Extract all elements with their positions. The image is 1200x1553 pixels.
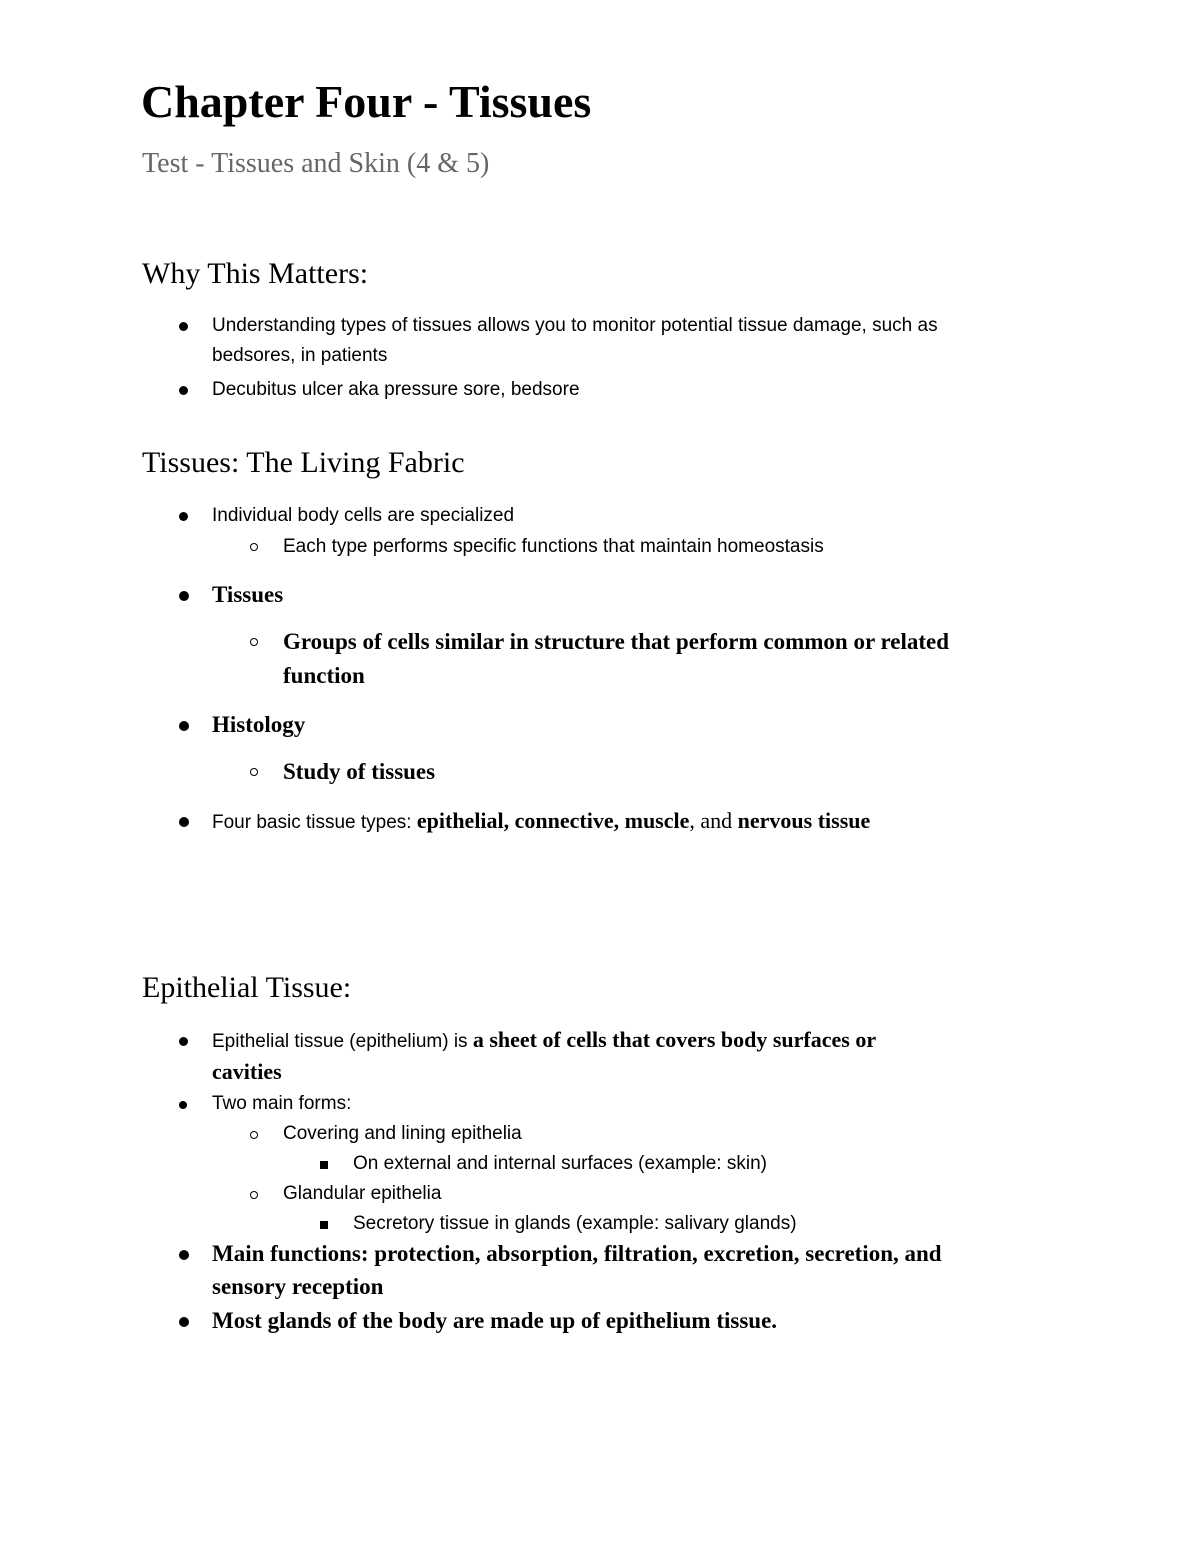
separator: , [613, 808, 625, 833]
list-subitem-continuation [283, 661, 365, 691]
heading-why-this-matters: Why This Matters: [142, 257, 369, 290]
bullet-icon [179, 1037, 188, 1046]
list-item [212, 1239, 942, 1269]
list-item: Understanding types of tissues allows you to monitor potential tissue damage, such as [212, 315, 938, 336]
hollow-bullet-icon [250, 768, 258, 776]
list-item-continuation: bedsores, in patients [212, 345, 388, 366]
list-subitem [283, 757, 435, 787]
text: Four basic tissue types: [212, 812, 417, 833]
list-item: Decubitus ulcer aka pressure sore, bedsore [212, 379, 580, 400]
bold-definition: a sheet of cells that covers body surfaces or [472, 1027, 877, 1052]
list-item: Individual body cells are specialized [212, 505, 515, 526]
hollow-bullet-icon [250, 1131, 258, 1139]
list-item-continuation [212, 1272, 383, 1302]
bullet-icon [179, 817, 189, 827]
heading-epithelial-tissue: Epithelial Tissue: [142, 971, 352, 1004]
bold-term: Histology [212, 712, 306, 737]
hollow-bullet-icon [250, 638, 258, 646]
list-item [212, 808, 870, 836]
square-bullet-icon [320, 1161, 328, 1169]
list-subitem: Covering and lining epithelia [283, 1123, 522, 1144]
list-item [212, 1306, 777, 1336]
list-subitem [283, 627, 949, 657]
hollow-bullet-icon [250, 543, 258, 551]
bullet-icon [179, 1317, 189, 1327]
tissue-type: muscle [624, 808, 690, 833]
bullet-icon [179, 386, 188, 395]
page-subtitle: Test - Tissues and Skin (4 & 5) [142, 148, 490, 179]
text: Epithelial tissue (epithelium) is [212, 1031, 473, 1052]
bold-term: Tissues [212, 582, 284, 607]
bold-text: Main functions: protection, absorption, filtration, excretion, secretion, and [212, 1241, 942, 1266]
page-title: Chapter Four - Tissues [141, 76, 592, 127]
tissue-type: epithelial [416, 808, 504, 833]
tissue-type: nervous tissue [737, 808, 871, 833]
bold-definition: function [283, 663, 365, 688]
list-item: Two main forms: [212, 1093, 352, 1114]
heading-living-fabric: Tissues: The Living Fabric [142, 446, 465, 479]
bold-text: Most glands of the body are made up of epithelium tissue. [212, 1308, 778, 1333]
bullet-icon [179, 591, 189, 601]
bullet-icon [179, 721, 189, 731]
bold-definition: Study of tissues [283, 759, 436, 784]
bullet-icon [179, 1250, 189, 1260]
hollow-bullet-icon [250, 1191, 258, 1199]
bold-definition: cavities [212, 1059, 282, 1084]
list-item-continuation [212, 1059, 282, 1087]
tissue-type: connective [514, 808, 614, 833]
list-item [212, 580, 283, 610]
bullet-icon [179, 322, 188, 331]
bullet-icon [179, 512, 188, 521]
bullet-icon [179, 1101, 187, 1109]
list-subsubitem: On external and internal surfaces (example: skin) [353, 1153, 767, 1174]
separator: , and [689, 808, 738, 833]
separator: , [503, 808, 515, 833]
square-bullet-icon [320, 1221, 328, 1229]
bold-definition: Groups of cells similar in structure that perform common or related [283, 629, 950, 654]
list-subitem: Glandular epithelia [283, 1183, 442, 1204]
list-subitem: Each type performs specific functions that maintain homeostasis [283, 536, 824, 557]
list-item [212, 1027, 876, 1055]
list-item [212, 710, 305, 740]
list-subsubitem: Secretory tissue in glands (example: salivary glands) [353, 1213, 797, 1234]
bold-text: sensory reception [212, 1274, 384, 1299]
